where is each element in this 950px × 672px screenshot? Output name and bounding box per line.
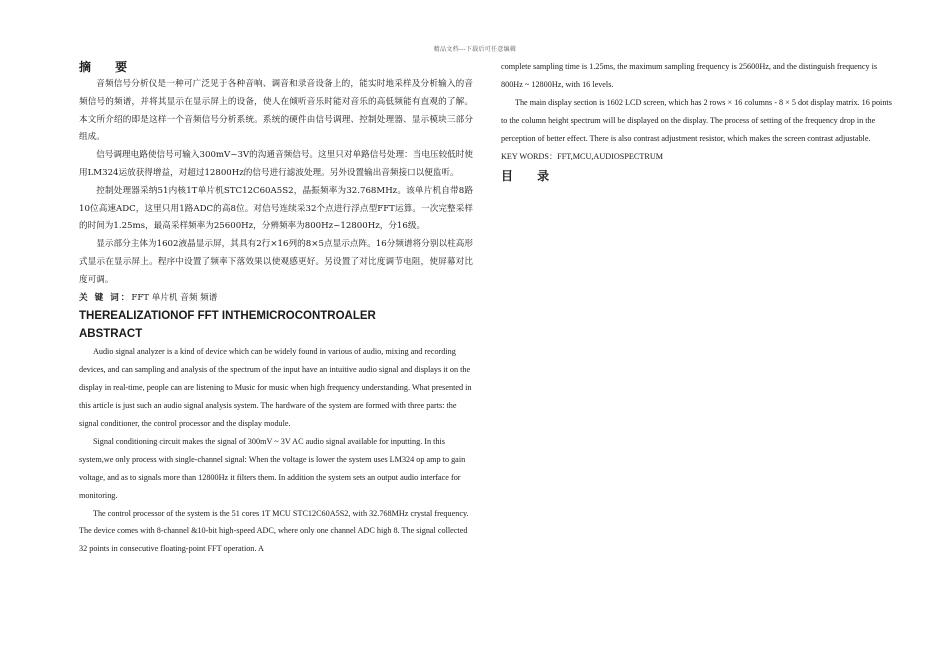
keywords-en: KEY WORDS：FFT,MCU,AUDIOSPECTRUM: [501, 151, 664, 161]
abstract-cn-heading: 摘 要: [79, 60, 138, 74]
keywords-cn-values: FFT 单片机 音频 频谱: [131, 292, 218, 303]
page-header: 精品文档---下载后可任意编辑: [433, 46, 517, 53]
keywords-cn-label: 关 键 词：: [79, 292, 132, 303]
abstract-en-paragraph-3-continued: complete sampling time is 1.25ms, the maximum sampling frequency is 25600Hz, and the distinguish frequency is 800Hz ~ 12800Hz, with 16 levels.: [501, 62, 878, 89]
right-column: [501, 58, 893, 185]
abstract-cn-paragraph-3: 控制处理器采纳51内核1T单片机STC12C60A5S2，晶振频率为32.768MHz。该单片机自带8路10位高速ADC，这里只用1路ADC的高8位。对信号连续采32个点进行浮点型FFT运算。一次完整采样的时间为1.25ms，最高采样频率为25600Hz，分辨频率为800Hz~12800Hz，分16级。: [79, 185, 473, 232]
keywords-cn: [79, 290, 473, 308]
abstract-en-paragraph-1: Audio signal analyzer is a kind of device which can be widely found in various of audio, mixing and recording devices, and can sampling and analysis of the spectrum of the input have an intuitive audio signal and displays it on the display in real-time, people can are listening to Music for music when high frequency understanding. What presented in this article is just such an audio signal analysis system. The hardware of the system are formed with three parts: the signal conditioner, the control processor and the display module.: [79, 347, 472, 428]
abstract-en-paragraph-2: Signal conditioning circuit makes the signal of 300mV ~ 3V AC audio signal available for inputting. In this system,we only process with single-channel signal: When the voltage is lower the system uses LM324 op amp to gain voltage, and as to signals more than 12800Hz it filters them. In addition the system sets an output audio interface for monitoring.: [79, 436, 466, 500]
toc-heading: 目 录: [501, 169, 560, 184]
english-title: THEREALIZATIONOF FFT INTHEMICROCONTROALER: [79, 310, 376, 323]
abstract-cn-paragraph-1: 音频信号分析仪是一种可广泛见于各种音响、调音和录音设备上的，能实时地采样及分析输入的音频信号的频谱，并将其显示在显示屏上的设备，使人在倾听音乐时能对音乐的高低频能有直观的了解。本文所介绍的即是这样一个音频信号分析系统。系统的硬件由信号调理、控制处理器、显示模块三部分组成。: [79, 79, 473, 143]
abstract-en-paragraph-4: The main display section is 1602 LCD screen, which has 2 rows × 16 columns - 8 × 5 dot display matrix. 16 points to the column height spectrum will be displayed on the display. The process of setting of the frequency drop in the perception of better effect. There is also contrast adjustment resistor, which makes the screen contrast adjustable.: [501, 97, 892, 143]
left-column: [79, 58, 473, 558]
abstract-en-paragraph-3: The control processor of the system is the 51 cores 1T MCU STC12C60A5S2, with 32.768MHz crystal frequency. The device comes with 8-channel &10-bit high-speed ADC, where only one channel ADC high 8. The signal collected 32 points in consecutive floating-point FFT operation. A: [79, 508, 469, 554]
abstract-cn-paragraph-2: 信号调理电路使信号可输入300mV~3V的沟通音频信号。这里只对单路信号处理：当电压较低时使用LM324运放获得增益，对超过12800Hz的信号进行滤波处理。另外设置输出音频接口以便监听。: [79, 150, 473, 178]
abstract-en-heading: ABSTRACT: [79, 328, 143, 341]
abstract-cn-paragraph-4: 显示部分主体为1602液晶显示屏，其具有2行×16列的8×5点显示点阵。16分频谱将分别以柱高形式显示在显示屏上。程序中设置了频率下落效果以使观感更好。另设置了对比度调节电阻，使屏幕对比度可调。: [79, 239, 473, 285]
